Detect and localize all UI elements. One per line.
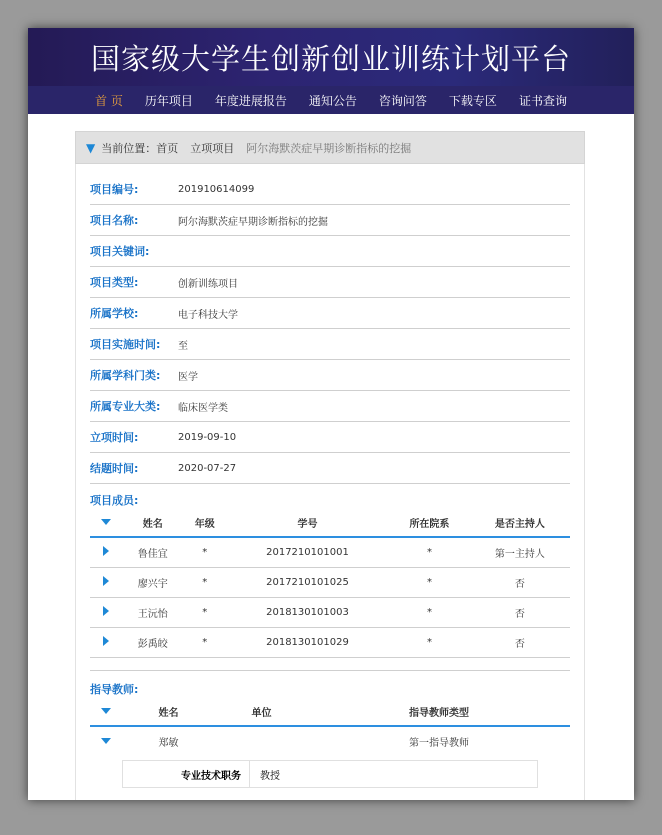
field-label: 立项时间: [90,431,139,444]
column-header: 姓名 [122,508,184,537]
expand-toggle[interactable] [90,568,122,598]
field-value: 医学 [178,371,198,383]
advisor-detail [122,760,538,788]
field-value: 创新训练项目 [178,278,238,290]
member-host: 否 [470,628,570,658]
expand-toggle[interactable] [90,598,122,628]
site-title: 国家级大学生创新创业训练计划平台 [90,41,571,76]
chevron-right-icon[interactable] [103,546,109,556]
nav-item-notices[interactable]: 通知公告 [308,93,357,108]
field-value: 阿尔海默茨症早期诊断指标的挖掘 [178,216,328,228]
field-row [90,298,570,329]
chevron-right-icon[interactable] [103,636,109,646]
field-row [90,329,570,360]
member-id: 2017210101025 [226,568,389,598]
project-detail [75,164,585,800]
column-header: 所在院系 [389,508,470,537]
field-row [90,174,570,205]
advisors-section-title: 指导教师: [90,670,570,697]
spacer [90,658,570,670]
nav-item-home[interactable]: 首 页 [95,93,123,108]
column-header: 指导教师类型 [308,697,570,726]
member-grade: * [184,598,226,628]
member-id: 2017210101001 [226,537,389,568]
member-dept: * [389,598,470,628]
field-value: 电子科技大学 [178,309,238,321]
advisor-type: 第一指导教师 [408,738,469,749]
chevron-right-icon[interactable] [103,576,109,586]
location-pin-icon: ▼ [86,140,96,155]
field-label: 所属专业大类: [90,400,161,413]
advisor-detail-value: 教授 [260,770,280,782]
column-header: 年级 [184,508,226,537]
member-host: 否 [470,598,570,628]
nav-item-downloads[interactable]: 下载专区 [448,93,497,108]
table-row [90,568,570,598]
advisors-table [90,697,570,756]
column-header: 姓名 [122,697,215,726]
breadcrumb-home[interactable]: 首页 [156,141,179,155]
member-id: 2018130101003 [226,598,389,628]
main-content [75,131,585,800]
table-row [90,628,570,658]
field-label: 项目名称: [90,214,139,227]
breadcrumb-section[interactable]: 立项项目 [190,141,235,155]
table-row [90,598,570,628]
member-id: 2018130101029 [226,628,389,658]
field-label: 结题时间: [90,462,139,475]
chevron-right-icon[interactable] [103,606,109,616]
members-table [90,508,570,658]
field-row [90,267,570,298]
member-dept: * [389,568,470,598]
field-row [90,391,570,422]
field-value: 2019-09-10 [178,431,237,443]
field-label: 项目实施时间: [90,338,161,351]
table-row [90,537,570,568]
member-name: 彭禹皎 [122,628,184,658]
members-section-title: 项目成员: [90,494,139,507]
field-value: 201910614099 [178,183,255,195]
field-value: 2020-07-27 [178,462,237,474]
column-header: 学号 [226,508,389,537]
member-dept: * [389,537,470,568]
field-row [90,205,570,236]
advisor-name: 郑敏 [158,738,179,749]
member-name: 廖兴宇 [122,568,184,598]
nav-item-certificate[interactable]: 证书查询 [518,93,567,108]
member-grade: * [184,628,226,658]
expand-toggle[interactable] [90,628,122,658]
field-value: 至 [178,340,188,352]
member-grade: * [184,568,226,598]
field-label: 项目类型: [90,276,139,289]
expand-toggle[interactable] [90,726,122,756]
chevron-down-icon[interactable] [101,708,111,714]
field-row [90,360,570,391]
advisors-header-row [90,697,570,726]
breadcrumb-current: 阿尔海默茨症早期诊断指标的挖掘 [246,141,412,155]
page-frame [28,28,634,800]
nav-item-annual-report[interactable]: 年度进展报告 [214,93,287,108]
chevron-down-icon[interactable] [101,738,111,744]
field-label: 所属学校: [90,307,139,320]
table-row [90,726,570,756]
field-value: 临床医学类 [178,402,228,414]
member-name: 王沅怡 [122,598,184,628]
nav-item-qa[interactable]: 咨询问答 [378,93,427,108]
chevron-down-icon[interactable] [101,519,111,525]
column-header: 单位 [215,697,308,726]
member-host: 否 [470,568,570,598]
member-dept: * [389,628,470,658]
collapse-all-toggle[interactable] [90,697,122,726]
member-host: 第一主持人 [470,537,570,568]
column-header: 是否主持人 [470,508,570,537]
site-banner [28,28,634,86]
field-row [90,236,570,267]
main-nav [28,86,634,114]
members-header-row [90,508,570,537]
field-label: 所属学科门类: [90,369,161,382]
advisor-unit [215,726,308,756]
expand-toggle[interactable] [90,537,122,568]
advisor-detail-label: 专业技术职务 [123,761,250,787]
member-name: 鲁佳宜 [122,537,184,568]
collapse-all-toggle[interactable] [90,508,122,537]
field-row [90,422,570,453]
nav-item-past-projects[interactable]: 历年项目 [144,93,193,108]
member-grade: * [184,537,226,568]
breadcrumb [75,131,585,164]
field-row [90,453,570,484]
field-label: 项目关键词: [90,245,150,258]
breadcrumb-prefix: 当前位置： [101,141,157,155]
field-label: 项目编号: [90,183,139,196]
